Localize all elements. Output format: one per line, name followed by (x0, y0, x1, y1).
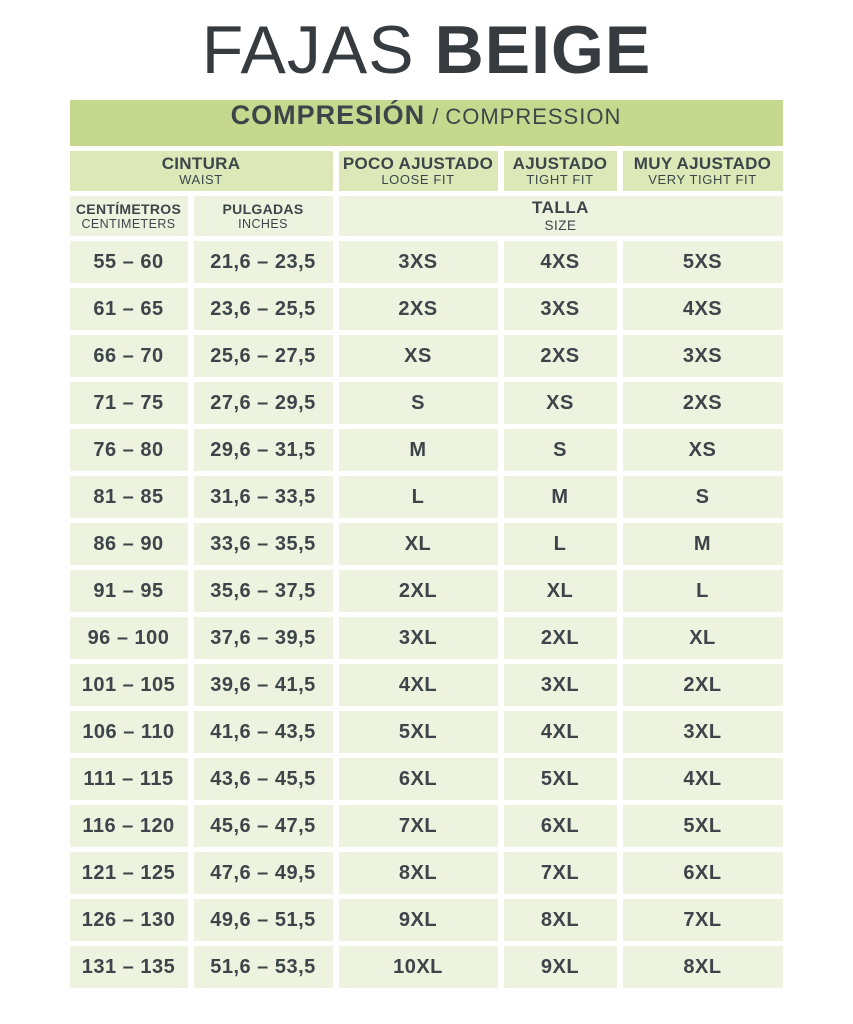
very-tight-fit-size-cell: 5XS (623, 241, 783, 283)
loose-fit-size-cell: 7XL (339, 805, 498, 847)
compression-label-es: COMPRESIÓN (230, 100, 426, 130)
tight-fit-label-en: TIGHT FIT (526, 172, 594, 188)
inches-label-en: INCHES (238, 216, 288, 231)
page-title (0, 0, 853, 100)
inches-range-cell: 21,6 – 23,5 (194, 241, 333, 283)
cm-range-cell: 61 – 65 (70, 288, 188, 330)
loose-fit-size-cell: 5XL (339, 711, 498, 753)
inches-range-cell: 31,6 – 33,5 (194, 476, 333, 518)
compression-separator: / (432, 104, 439, 129)
cm-range-cell: 96 – 100 (70, 617, 188, 659)
brand-name-light: FAJAS (201, 12, 415, 88)
cm-range-cell: 126 – 130 (70, 899, 188, 941)
inches-range-cell: 33,6 – 35,5 (194, 523, 333, 565)
subheader-centimeters (70, 196, 188, 236)
tight-fit-size-cell: XL (504, 570, 617, 612)
waist-label-en: WAIST (179, 172, 223, 188)
subheader-inches (194, 196, 333, 236)
column-header-loose-fit (339, 151, 498, 191)
loose-fit-size-cell: XS (339, 335, 498, 377)
very-tight-fit-label-en: VERY TIGHT FIT (648, 172, 757, 188)
loose-fit-size-cell: M (339, 429, 498, 471)
loose-fit-size-cell: XL (339, 523, 498, 565)
cm-range-cell: 76 – 80 (70, 429, 188, 471)
loose-fit-size-cell: L (339, 476, 498, 518)
tight-fit-size-cell: 8XL (504, 899, 617, 941)
compression-header-band (70, 100, 783, 146)
tight-fit-size-cell: 7XL (504, 852, 617, 894)
loose-fit-size-cell: 9XL (339, 899, 498, 941)
compression-label-en: COMPRESSION (445, 104, 622, 129)
cm-range-cell: 131 – 135 (70, 946, 188, 988)
very-tight-fit-size-cell: L (623, 570, 783, 612)
inches-range-cell: 51,6 – 53,5 (194, 946, 333, 988)
tight-fit-size-cell: 4XS (504, 241, 617, 283)
centimeters-label-en: CENTIMETERS (81, 216, 176, 231)
cm-range-cell: 86 – 90 (70, 523, 188, 565)
tight-fit-size-cell: 2XL (504, 617, 617, 659)
cm-range-cell: 66 – 70 (70, 335, 188, 377)
very-tight-fit-size-cell: M (623, 523, 783, 565)
size-chart-table (70, 100, 784, 988)
cm-range-cell: 71 – 75 (70, 382, 188, 424)
very-tight-fit-size-cell: 6XL (623, 852, 783, 894)
column-header-tight-fit (504, 151, 617, 191)
loose-fit-size-cell: 2XS (339, 288, 498, 330)
tight-fit-size-cell: XS (504, 382, 617, 424)
inches-range-cell: 35,6 – 37,5 (194, 570, 333, 612)
size-label-en: SIZE (544, 218, 577, 234)
tight-fit-size-cell: S (504, 429, 617, 471)
tight-fit-size-cell: L (504, 523, 617, 565)
inches-range-cell: 25,6 – 27,5 (194, 335, 333, 377)
loose-fit-size-cell: 4XL (339, 664, 498, 706)
tight-fit-size-cell: 5XL (504, 758, 617, 800)
loose-fit-label-en: LOOSE FIT (381, 172, 455, 188)
loose-fit-size-cell: 10XL (339, 946, 498, 988)
cm-range-cell: 101 – 105 (70, 664, 188, 706)
tight-fit-size-cell: 3XS (504, 288, 617, 330)
cm-range-cell: 111 – 115 (70, 758, 188, 800)
inches-range-cell: 49,6 – 51,5 (194, 899, 333, 941)
centimeters-label-es: CENTÍMETROS (75, 200, 182, 217)
tight-fit-size-cell: 4XL (504, 711, 617, 753)
inches-range-cell: 27,6 – 29,5 (194, 382, 333, 424)
waist-label-es: CINTURA (161, 153, 241, 173)
inches-label-es: PULGADAS (222, 200, 304, 217)
very-tight-fit-size-cell: 2XS (623, 382, 783, 424)
very-tight-fit-label-es: MUY AJUSTADO (633, 153, 772, 173)
inches-range-cell: 23,6 – 25,5 (194, 288, 333, 330)
column-header-waist (70, 151, 333, 191)
cm-range-cell: 55 – 60 (70, 241, 188, 283)
tight-fit-size-cell: M (504, 476, 617, 518)
very-tight-fit-size-cell: S (623, 476, 783, 518)
cm-range-cell: 91 – 95 (70, 570, 188, 612)
inches-range-cell: 29,6 – 31,5 (194, 429, 333, 471)
cm-range-cell: 106 – 110 (70, 711, 188, 753)
very-tight-fit-size-cell: 5XL (623, 805, 783, 847)
subheader-size (339, 196, 783, 236)
loose-fit-size-cell: 3XL (339, 617, 498, 659)
tight-fit-size-cell: 9XL (504, 946, 617, 988)
loose-fit-size-cell: 6XL (339, 758, 498, 800)
very-tight-fit-size-cell: XL (623, 617, 783, 659)
cm-range-cell: 116 – 120 (70, 805, 188, 847)
very-tight-fit-size-cell: 4XS (623, 288, 783, 330)
loose-fit-size-cell: S (339, 382, 498, 424)
size-label-es: TALLA (532, 198, 589, 218)
cm-range-cell: 81 – 85 (70, 476, 188, 518)
loose-fit-label-es: POCO AJUSTADO (342, 153, 494, 173)
inches-range-cell: 43,6 – 45,5 (194, 758, 333, 800)
column-header-very-tight-fit (623, 151, 783, 191)
very-tight-fit-size-cell: XS (623, 429, 783, 471)
very-tight-fit-size-cell: 3XL (623, 711, 783, 753)
very-tight-fit-size-cell: 2XL (623, 664, 783, 706)
inches-range-cell: 45,6 – 47,5 (194, 805, 333, 847)
cm-range-cell: 121 – 125 (70, 852, 188, 894)
inches-range-cell: 41,6 – 43,5 (194, 711, 333, 753)
tight-fit-size-cell: 6XL (504, 805, 617, 847)
loose-fit-size-cell: 3XS (339, 241, 498, 283)
very-tight-fit-size-cell: 4XL (623, 758, 783, 800)
loose-fit-size-cell: 2XL (339, 570, 498, 612)
inches-range-cell: 39,6 – 41,5 (194, 664, 333, 706)
tight-fit-size-cell: 3XL (504, 664, 617, 706)
very-tight-fit-size-cell: 3XS (623, 335, 783, 377)
very-tight-fit-size-cell: 7XL (623, 899, 783, 941)
very-tight-fit-size-cell: 8XL (623, 946, 783, 988)
inches-range-cell: 37,6 – 39,5 (194, 617, 333, 659)
loose-fit-size-cell: 8XL (339, 852, 498, 894)
tight-fit-label-es: AJUSTADO (512, 153, 608, 173)
brand-name-bold: BEIGE (434, 12, 652, 88)
inches-range-cell: 47,6 – 49,5 (194, 852, 333, 894)
tight-fit-size-cell: 2XS (504, 335, 617, 377)
